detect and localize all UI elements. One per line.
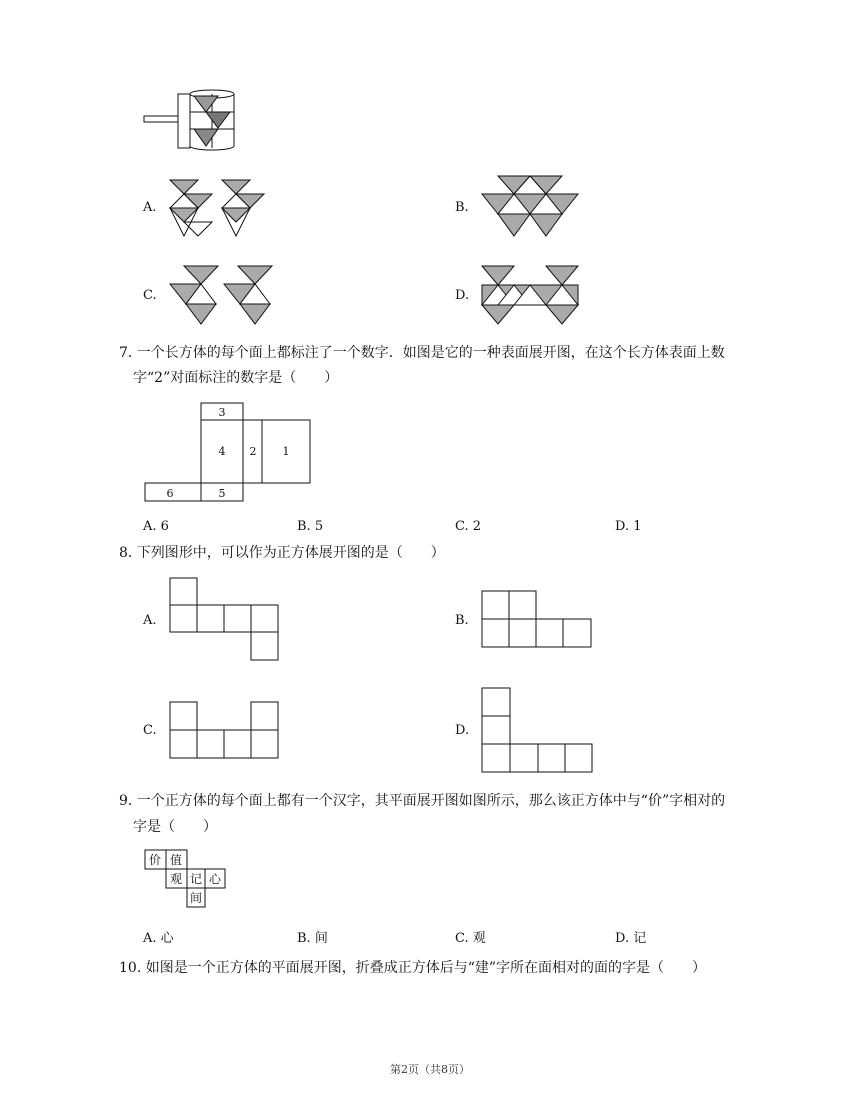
q6-option-c[interactable]: C. bbox=[143, 288, 157, 303]
q9-net-char-3: 观 bbox=[169, 872, 183, 886]
q7-cuboid-net bbox=[144, 402, 344, 506]
q6-cylinder-figure bbox=[144, 88, 244, 158]
q9-question-line1: 9. 一个正方体的每个面上都有一个汉字，其平面展开图如图所示，那么该正方体中与“价”字相对的 bbox=[119, 793, 726, 809]
q9-option-c[interactable]: C. 观 bbox=[455, 931, 486, 946]
q7-net-label-6: 6 bbox=[166, 487, 174, 500]
q7-option-b[interactable]: B. 5 bbox=[297, 519, 324, 534]
q6-option-c-figure bbox=[168, 264, 278, 326]
q8-option-d-net bbox=[481, 687, 596, 775]
q9-net-char-2: 值 bbox=[169, 853, 183, 867]
q6-option-b-figure bbox=[480, 174, 590, 238]
q7-option-c[interactable]: C. 2 bbox=[455, 519, 482, 534]
q7-question-line2: 字“2”对面标注的数字是（ ） bbox=[133, 370, 339, 386]
q9-net-char-4: 记 bbox=[189, 872, 203, 886]
q8-option-c-net bbox=[169, 701, 284, 761]
q8-option-b[interactable]: B. bbox=[455, 613, 469, 628]
q7-net-label-2: 2 bbox=[249, 445, 257, 458]
q7-net-label-1: 1 bbox=[282, 445, 290, 458]
q6-option-a-figure bbox=[168, 178, 278, 238]
q9-net-char-1: 价 bbox=[148, 853, 162, 867]
q8-option-b-net bbox=[481, 590, 596, 650]
q6-option-b[interactable]: B. bbox=[455, 200, 469, 215]
q7-net-label-5: 5 bbox=[218, 487, 226, 500]
q9-net-char-6: 间 bbox=[189, 891, 203, 905]
q7-option-d[interactable]: D. 1 bbox=[615, 519, 642, 534]
q9-cube-net bbox=[144, 849, 234, 913]
q9-option-a[interactable]: A. 心 bbox=[143, 931, 174, 946]
q8-option-d[interactable]: D. bbox=[455, 723, 470, 738]
q7-option-a[interactable]: A. 6 bbox=[143, 519, 169, 534]
q6-option-d[interactable]: D. bbox=[455, 288, 470, 303]
q8-option-a-net bbox=[169, 577, 284, 663]
q6-option-d-figure bbox=[480, 264, 590, 326]
q7-net-label-4: 4 bbox=[218, 445, 226, 458]
q8-option-c[interactable]: C. bbox=[143, 723, 157, 738]
q8-option-a[interactable]: A. bbox=[143, 613, 157, 628]
q9-net-char-5: 心 bbox=[208, 872, 222, 886]
q7-question-line1: 7. 一个长方体的每个面上都标注了一个数字．如图是它的一种表面展开图，在这个长方体表面上数 bbox=[119, 345, 725, 361]
q8-question: 8. 下列图形中，可以作为正方体展开图的是（ ） bbox=[119, 545, 445, 561]
q9-option-b[interactable]: B. 间 bbox=[297, 931, 328, 946]
q9-option-d[interactable]: D. 记 bbox=[615, 931, 647, 946]
q9-question-line2: 字是（ ） bbox=[133, 819, 217, 835]
q7-net-label-3: 3 bbox=[218, 406, 226, 419]
page-footer: 第2页（共8页） bbox=[390, 1063, 470, 1076]
q6-option-a[interactable]: A. bbox=[143, 200, 157, 215]
q10-question: 10. 如图是一个正方体的平面展开图，折叠成正方体后与“建”字所在面相对的面的字是（ ） bbox=[119, 960, 707, 976]
